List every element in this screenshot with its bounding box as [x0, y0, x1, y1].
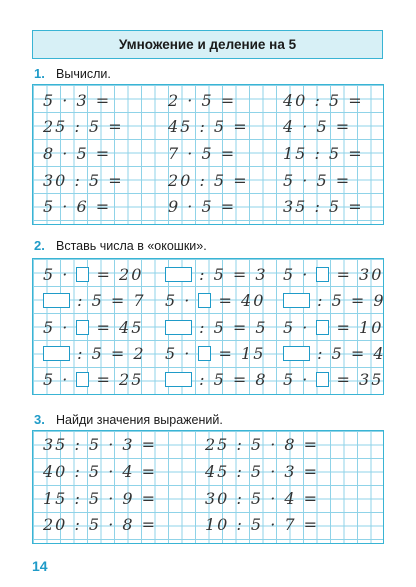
- answer-box[interactable]: [43, 346, 70, 361]
- expression: 8 · 5 =: [43, 144, 112, 163]
- expression-prefix: 5 ·: [283, 264, 317, 284]
- answer-box[interactable]: [283, 346, 310, 361]
- expression-suffix: : 5 = 4: [310, 343, 386, 363]
- answer-box[interactable]: [283, 293, 310, 308]
- task-1-number: 1.: [34, 66, 45, 81]
- task-3-heading: [34, 412, 223, 427]
- fill-in-expression: [283, 317, 383, 337]
- expression-prefix: 5 ·: [165, 290, 199, 310]
- expression: 40 : 5 =: [283, 91, 364, 110]
- expression-suffix: : 5 = 2: [70, 343, 146, 363]
- expression-prefix: 5 ·: [283, 317, 317, 337]
- fill-in-expression: [43, 369, 143, 389]
- task-2-number: 2.: [34, 238, 45, 253]
- answer-box[interactable]: [43, 293, 70, 308]
- expression: 15 : 5 · 9 =: [43, 489, 158, 508]
- task-1-instruction: Вычисли.: [56, 67, 111, 81]
- task-2-heading: [34, 238, 207, 253]
- expression: 5 · 5 =: [283, 171, 352, 190]
- expression-prefix: 5 ·: [283, 369, 317, 389]
- task-3-instruction: Найди значения выражений.: [56, 413, 223, 427]
- answer-box[interactable]: [76, 372, 89, 387]
- fill-in-expression: [165, 317, 268, 337]
- expression-suffix: : 5 = 9: [310, 290, 386, 310]
- expression: 5 · 6 =: [43, 197, 112, 216]
- expression: 45 : 5 · 3 =: [205, 462, 320, 481]
- fill-in-expression: [43, 264, 143, 284]
- answer-box[interactable]: [198, 346, 211, 361]
- expression-suffix: = 20: [89, 264, 144, 284]
- fill-in-expression: [283, 290, 386, 310]
- expression-suffix: = 25: [89, 369, 144, 389]
- answer-box[interactable]: [76, 267, 89, 282]
- task-3-number: 3.: [34, 412, 45, 427]
- expression: 5 · 3 =: [43, 91, 112, 110]
- expression-prefix: 5 ·: [43, 317, 77, 337]
- expression: 2 · 5 =: [168, 91, 237, 110]
- expression-prefix: 5 ·: [165, 343, 199, 363]
- answer-box[interactable]: [316, 267, 329, 282]
- expression-suffix: : 5 = 8: [192, 369, 268, 389]
- expression-suffix: : 5 = 7: [70, 290, 146, 310]
- task-1-heading: [34, 66, 111, 81]
- fill-in-expression: [43, 290, 146, 310]
- expression-suffix: : 5 = 5: [192, 317, 268, 337]
- expression: 15 : 5 =: [283, 144, 364, 163]
- fill-in-expression: [43, 317, 143, 337]
- fill-in-expression: [165, 290, 265, 310]
- fill-in-expression: [165, 264, 268, 284]
- expression: 4 · 5 =: [283, 117, 352, 136]
- task-3-grid: [32, 430, 384, 544]
- answer-box[interactable]: [76, 320, 89, 335]
- expression-suffix: : 5 = 3: [192, 264, 268, 284]
- fill-in-expression: [43, 343, 146, 363]
- task-1-grid: [32, 84, 384, 225]
- answer-box[interactable]: [165, 320, 192, 335]
- expression: 25 : 5 · 8 =: [205, 435, 320, 454]
- page-title: Умножение и деление на 5: [118, 37, 297, 52]
- fill-in-expression: [283, 369, 383, 389]
- expression-prefix: 5 ·: [43, 264, 77, 284]
- expression: 20 : 5 =: [168, 171, 249, 190]
- expression: 7 · 5 =: [168, 144, 237, 163]
- expression-suffix: = 45: [89, 317, 144, 337]
- fill-in-expression: [165, 343, 265, 363]
- task-2-grid: [32, 258, 384, 395]
- page-number: 14: [32, 558, 48, 574]
- fill-in-expression: [283, 343, 386, 363]
- expression-suffix: = 10: [329, 317, 384, 337]
- expression: 9 · 5 =: [168, 197, 237, 216]
- expression-suffix: = 40: [211, 290, 266, 310]
- expression: 35 : 5 · 3 =: [43, 435, 158, 454]
- answer-box[interactable]: [198, 293, 211, 308]
- expression-suffix: = 35: [329, 369, 384, 389]
- expression: 25 : 5 =: [43, 117, 124, 136]
- expression: 20 : 5 · 8 =: [43, 515, 158, 534]
- expression: 35 : 5 =: [283, 197, 364, 216]
- expression-suffix: = 30: [329, 264, 384, 284]
- fill-in-expression: [283, 264, 383, 284]
- expression: 10 : 5 · 7 =: [205, 515, 320, 534]
- task-2-instruction: Вставь числа в «окошки».: [56, 239, 207, 253]
- expression: 30 : 5 · 4 =: [205, 489, 320, 508]
- fill-in-expression: [165, 369, 268, 389]
- answer-box[interactable]: [165, 372, 192, 387]
- expression: 40 : 5 · 4 =: [43, 462, 158, 481]
- answer-box[interactable]: [316, 372, 329, 387]
- page-title-box: [32, 30, 383, 59]
- expression: 30 : 5 =: [43, 171, 124, 190]
- answer-box[interactable]: [165, 267, 192, 282]
- answer-box[interactable]: [316, 320, 329, 335]
- expression-suffix: = 15: [211, 343, 266, 363]
- expression-prefix: 5 ·: [43, 369, 77, 389]
- expression: 45 : 5 =: [168, 117, 249, 136]
